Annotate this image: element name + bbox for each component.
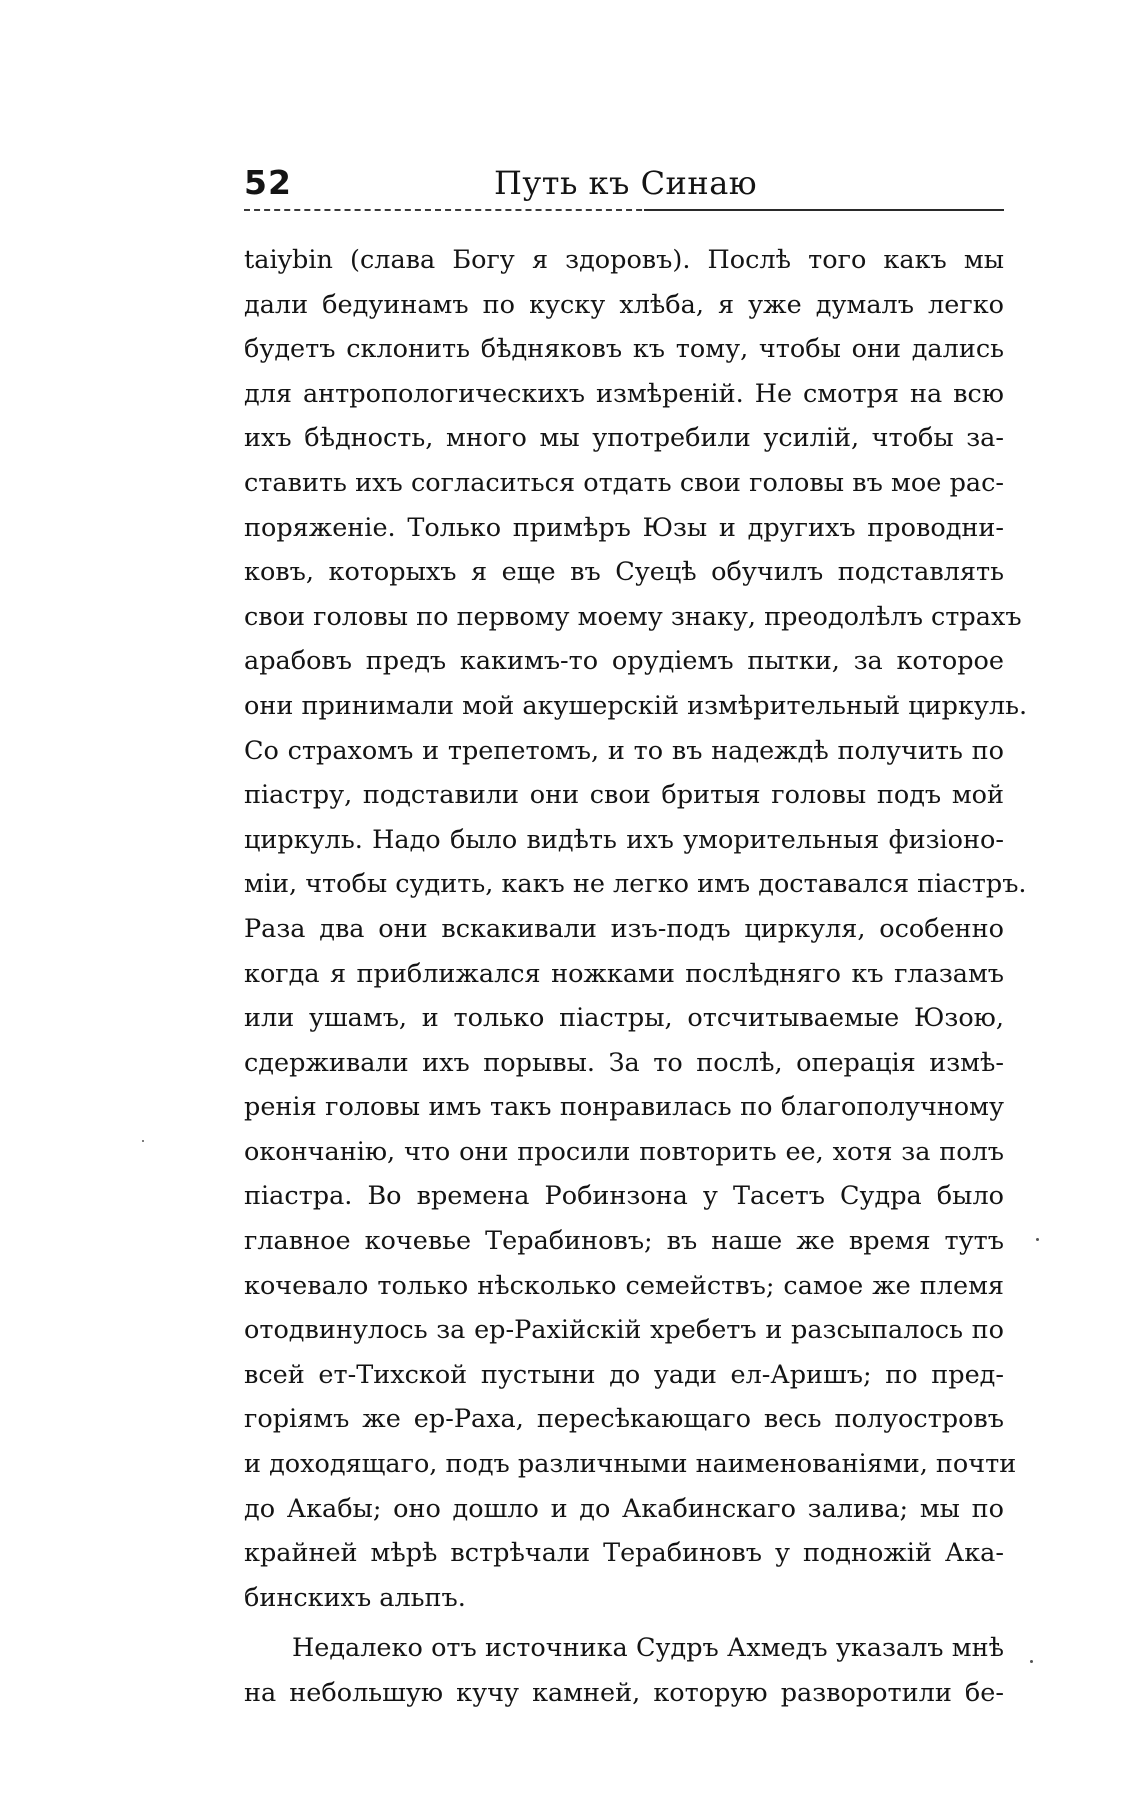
- page-number: 52: [244, 163, 292, 202]
- text-line: свои головы по первому моему знаку, преодолѣлъ страхъ: [244, 601, 1022, 632]
- text-line: Недалеко отъ источника Судръ Ахмедъ указалъ мнѣ: [292, 1633, 1004, 1664]
- text-line: ковъ, которыхъ я еще въ Суецѣ обучилъ подставлять: [244, 557, 1004, 588]
- text-line: главное кочевье Терабиновъ; въ наше же время тутъ: [244, 1226, 1004, 1257]
- text-line: ставить ихъ согласиться отдать свои головы въ мое рас-: [244, 467, 1004, 498]
- text-line: ихъ бѣдность, много мы употребили усилій, чтобы за-: [244, 423, 1004, 454]
- running-title: Путь къ Синаю: [494, 164, 758, 202]
- text-line: крайней мѣрѣ встрѣчали Терабиновъ у подножій Ака-: [244, 1538, 1004, 1569]
- paragraph-1: [244, 238, 1028, 1620]
- text-line: горіямъ же ер-Раха, пересѣкающаго весь полуостровъ: [244, 1404, 1004, 1435]
- text-line: піастру, подставили они свои бритыя головы подъ мой: [244, 780, 1004, 811]
- text-line: поряженіе. Только примѣръ Юзы и другихъ проводни-: [244, 512, 1004, 543]
- text-line: отодвинулось за ер-Рахійскій хребетъ и разсыпалось по: [244, 1315, 1004, 1346]
- text-line: дали бедуинамъ по куску хлѣба, я уже думалъ легко: [244, 289, 1004, 320]
- text-line: окончанію, что они просили повторить ее, хотя за полъ: [244, 1136, 1004, 1167]
- text-line: Раза два они вскакивали изъ-подъ циркуля, особенно: [244, 913, 1004, 944]
- text-line: для антропологическихъ измѣреній. Не смотря на всю: [244, 378, 1004, 409]
- text-line: до Акабы; оно дошло и до Акабинскаго залива; мы по: [244, 1493, 1004, 1524]
- text-line: когда я приближался ножками послѣдняго къ глазамъ: [244, 958, 1004, 989]
- body-text: [244, 238, 1028, 1716]
- text-line: или ушамъ, и только піастры, отсчитываемые Юзою,: [244, 1003, 1004, 1034]
- text-line: арабовъ предъ какимъ-то орудіемъ пытки, за которое: [244, 646, 1004, 677]
- text-line: піастра. Во времена Робинзона у Тасетъ Судра было: [244, 1181, 1004, 1212]
- text-line: будетъ склонить бѣдняковъ къ тому, чтобы они дались: [244, 334, 1004, 365]
- text-line: taiybin (слава Богу я здоровъ). Послѣ того какъ мы: [244, 245, 1004, 275]
- text-line: бинскихъ альпъ.: [244, 1582, 466, 1613]
- text-line: міи, чтобы судить, какъ не легко имъ доставался піастръ.: [244, 869, 1027, 900]
- print-speck: [1036, 1238, 1039, 1241]
- text-line: Со страхомъ и трепетомъ, и то въ надеждѣ получить по: [244, 735, 1004, 766]
- paragraph-2: [244, 1626, 1004, 1715]
- text-line: кочевало только нѣсколько семействъ; самое же племя: [244, 1270, 1004, 1301]
- text-line: на небольшую кучу камней, которую разворотили бе-: [244, 1678, 1004, 1708]
- text-line: циркуль. Надо было видѣть ихъ уморительныя физіоно-: [244, 824, 1004, 855]
- text-line: и доходящаго, подъ различными наименованіями, почти: [244, 1449, 1017, 1480]
- print-speck: [142, 1140, 144, 1142]
- text-line: они принимали мой акушерскій измѣрительный циркуль.: [244, 690, 1028, 721]
- text-line: ренія головы имъ такъ понравилась по благополучному: [244, 1092, 1004, 1123]
- text-line: сдерживали ихъ порывы. За то послѣ, операція измѣ-: [244, 1047, 1004, 1078]
- print-speck: [1030, 1660, 1033, 1663]
- text-line: всей ет-Тихской пустыни до уади ел-Аришъ; по пред-: [244, 1359, 1004, 1390]
- header-rule-solid: [644, 209, 1004, 211]
- running-head: [244, 163, 1004, 207]
